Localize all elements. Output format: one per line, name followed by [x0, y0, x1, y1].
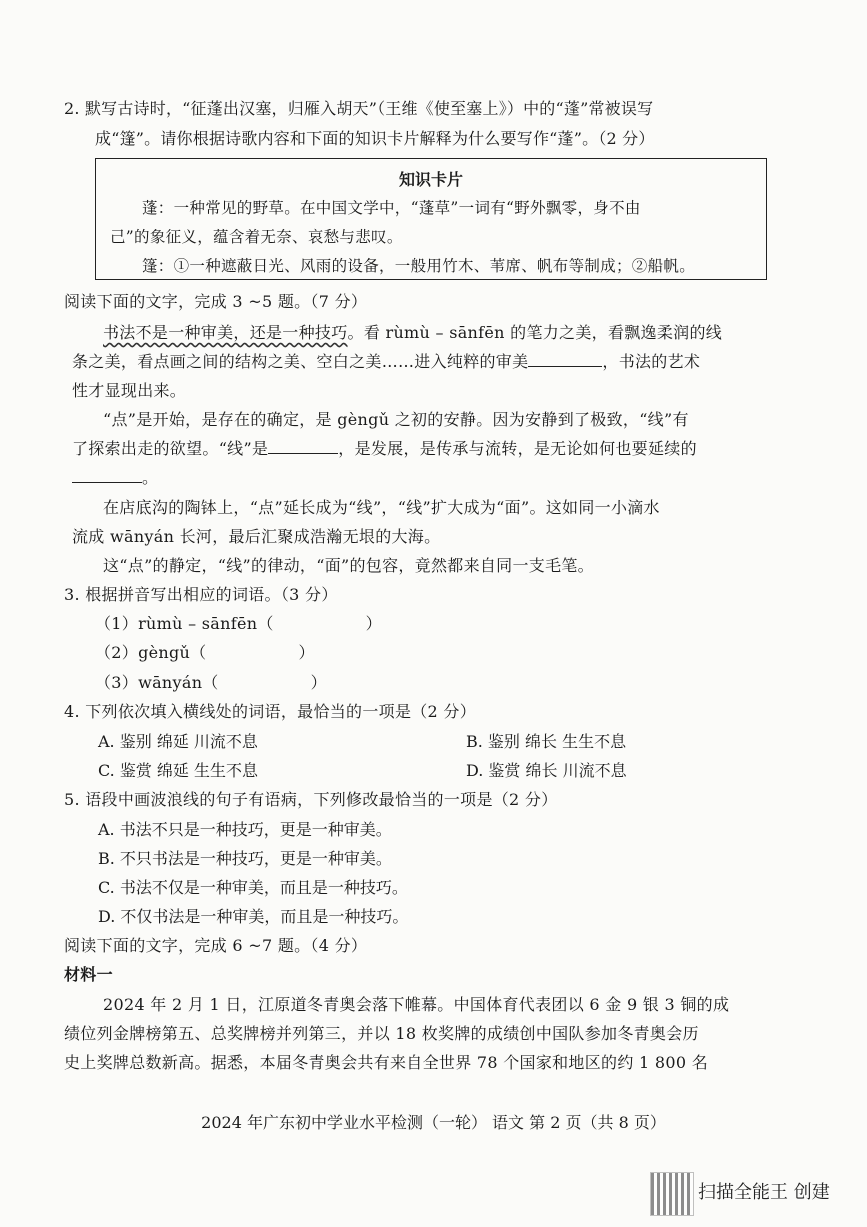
- passage1-p3-line2: 流成 wānyán 长河，最后汇聚成浩瀚无垠的大海。: [72, 527, 441, 546]
- passage1-intro: 阅读下面的文字，完成 3 ~5 题。（7 分）: [64, 292, 368, 311]
- blank-3[interactable]: [72, 468, 142, 483]
- q3-item3: （3）wānyán（ ）: [95, 673, 327, 692]
- q4-stem: 4. 下列依次填入横线处的词语，最恰当的一项是（2 分）: [64, 702, 477, 721]
- passage1-p4: 这“点”的静定，“线”的律动，“面”的包容，竟然都来自同一支毛笔。: [103, 556, 594, 575]
- wavy-sentence: 书法不是一种审美，还是一种技巧: [103, 323, 348, 342]
- passage1-p2-line2: 了探索出走的欲望。“线”是 ，是发展，是传承与流转，是无论如何也要延续的: [72, 439, 697, 458]
- q5-stem: 5. 语段中画波浪线的句子有语病，下列修改最恰当的一项是（2 分）: [64, 790, 558, 809]
- q2-line2: 成“篷”。请你根据诗歌内容和下面的知识卡片解释为什么要写作“蓬”。（2 分）: [95, 129, 655, 148]
- scanner-watermark: 扫描全能王 创建: [698, 1182, 830, 1203]
- q4-option-c[interactable]: C. 鉴赏 绵延 生生不息: [98, 761, 259, 780]
- page-footer: 2024 年广东初中学业水平检测（一轮） 语文 第 2 页（共 8 页）: [201, 1113, 666, 1132]
- q3-item1: （1）rùmù – sānfēn（ ）: [95, 614, 382, 633]
- material-line1: 2024 年 2 月 1 日，江原道冬青奥会落下帷幕。中国体育代表团以 6 金 9 银 3 铜的成: [103, 995, 730, 1014]
- material-line2: 绩位列金牌榜第五、总奖牌榜并列第三，并以 18 枚奖牌的成绩创中国队参加冬青奥会历: [64, 1024, 699, 1043]
- material-title: 材料一: [64, 965, 113, 984]
- passage1-p2-line3: 。: [72, 467, 158, 489]
- passage1-p1-line2: 条之美，看点画之间的结构之美、空白之美……进入纯粹的审美 ，书法的艺术: [72, 352, 701, 371]
- q5-option-b[interactable]: B. 不只书法是一种技巧，更是一种审美。: [98, 849, 392, 868]
- knowledge-card-title: 知识卡片: [398, 170, 463, 189]
- blank-2[interactable]: [268, 439, 338, 454]
- q5-option-c[interactable]: C. 书法不仅是一种审美，而且是一种技巧。: [98, 878, 408, 897]
- passage1-p1-line1: 书法不是一种审美，还是一种技巧。看 rùmù – sānfēn 的笔力之美，看飘逸柔润的线: [103, 323, 723, 342]
- q4-option-d[interactable]: D. 鉴赏 绵长 川流不息: [466, 761, 627, 780]
- q5-option-a[interactable]: A. 书法不只是一种技巧，更是一种审美。: [98, 820, 392, 839]
- passage1-p1-line3: 性才显现出来。: [72, 381, 187, 400]
- q4-option-a[interactable]: A. 鉴别 绵延 川流不息: [98, 732, 258, 751]
- blank-1[interactable]: [528, 352, 602, 367]
- q3-item2: （2）gèngǔ（ ）: [95, 643, 315, 662]
- passage1-p2-line1: “点”是开始，是存在的确定，是 gèngǔ 之初的安静。因为安静到了极致，“线”有: [103, 410, 689, 429]
- card-line1: 蓬：一种常见的野草。在中国文学中，“蓬草”一词有“野外飘零，身不由: [142, 199, 641, 217]
- qr-code-icon: [650, 1172, 694, 1216]
- q4-option-b[interactable]: B. 鉴别 绵长 生生不息: [466, 732, 627, 751]
- q3-stem: 3. 根据拼音写出相应的词语。（3 分）: [64, 585, 338, 604]
- q2-line1: 2. 默写古诗时，“征蓬出汉塞，归雁入胡天”（王维《使至塞上》）中的“蓬”常被误写: [64, 99, 654, 118]
- material-line3: 史上奖牌总数新高。据悉，本届冬青奥会共有来自全世界 78 个国家和地区的约 1 800 名: [64, 1053, 709, 1072]
- passage1-p3-line1: 在店底沟的陶钵上，“点”延长成为“线”，“线”扩大成为“面”。这如同一小滴水: [103, 498, 660, 517]
- q5-option-d[interactable]: D. 不仅书法是一种审美，而且是一种技巧。: [98, 907, 409, 926]
- card-line2: 己”的象征义，蕴含着无奈、哀愁与悲叹。: [110, 228, 403, 246]
- passage2-intro: 阅读下面的文字，完成 6 ~7 题。（4 分）: [64, 936, 368, 955]
- card-line3: 篷：①一种遮蔽日光、风雨的设备，一般用竹木、苇席、帆布等制成；②船帆。: [142, 257, 696, 275]
